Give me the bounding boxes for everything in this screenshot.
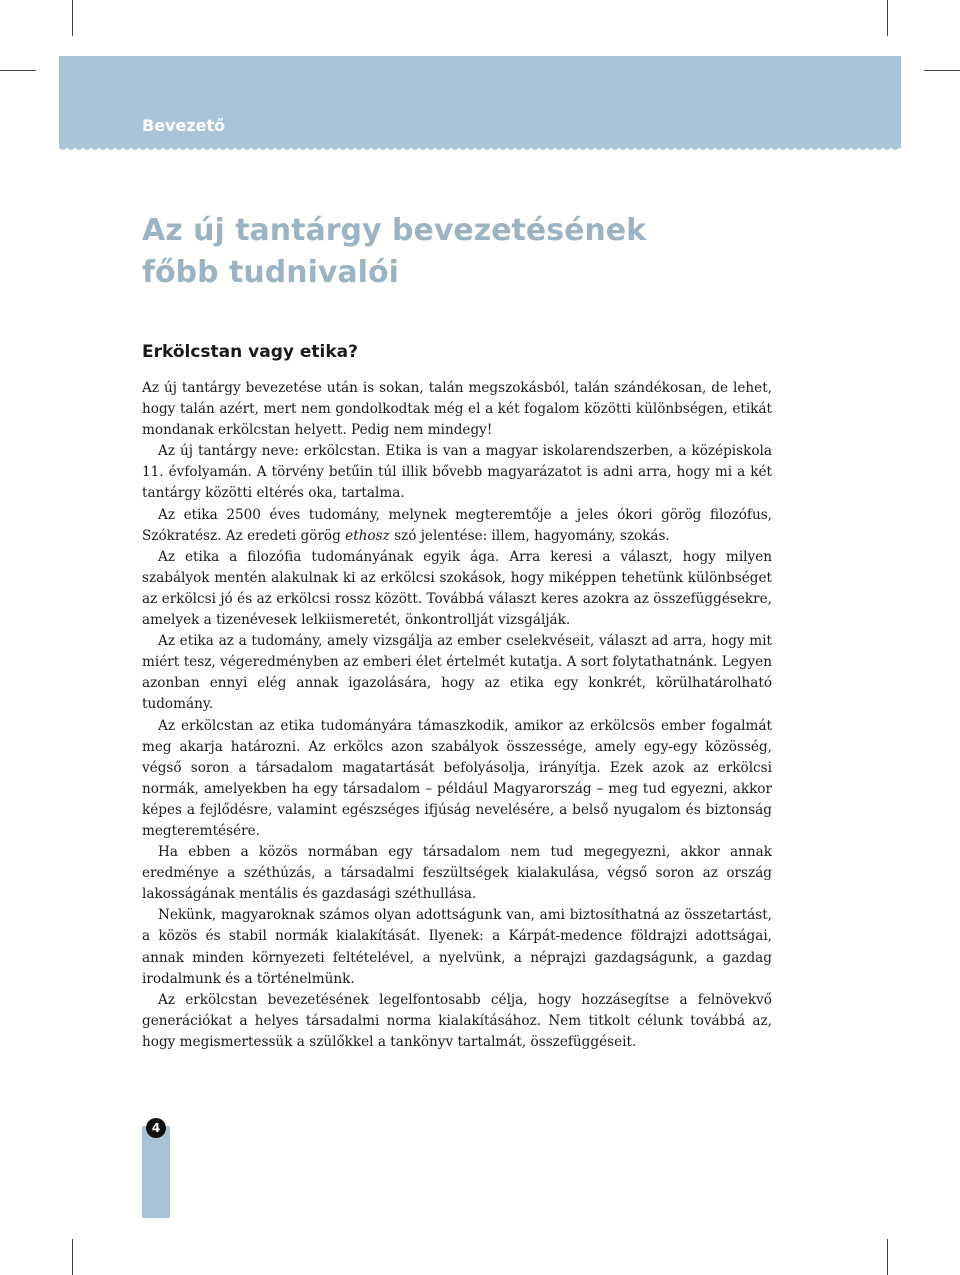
crop-mark: [72, 1239, 73, 1275]
paragraph: Az etika 2500 éves tudomány, melynek megteremtője a jeles ókori görög filozófus, Szókratész. Az eredeti görög ethosz szó jelentése: illem, hagyomány, szokás.: [142, 506, 772, 544]
page-title: [142, 210, 842, 294]
paragraph: Az erkölcstan bevezetésének legelfontosabb célja, hogy hozzásegítse a felnövekvő generációkat a helyes társadalmi norma kialakításához. Nem titkolt célunk továbbá az, hogy megismertessük a szülőkkel a tankönyv tartalmát, összefüggéseit.: [142, 991, 772, 1050]
page-number: 4: [146, 1118, 166, 1138]
header-banner-scallop: [59, 146, 901, 154]
section-label: Bevezető: [142, 116, 226, 135]
crop-mark: [887, 0, 888, 36]
crop-mark: [72, 0, 73, 36]
paragraph: Az új tantárgy bevezetése után is sokan, talán megszokásból, talán szándékosan, de lehet, hogy talán azért, mert nem gondolkodtak még el a két fogalom közötti különbségen, etikát mondanak erkölcstan helyett. Pedig nem mindegy!: [142, 380, 772, 439]
body-text: [142, 378, 772, 1053]
paragraph: Ha ebben a közös normában egy társadalom nem tud megegyezni, akkor annak eredménye a széthúzás, a társadalmi feszültségek kialakulása, végső soron az ország lakosságának mentális és gazdasági széthullása.: [142, 844, 772, 903]
paragraph: Az etika az a tudomány, amely vizsgálja az ember cselekvéseit, választ ad arra, hogy mit miért tesz, végeredményben az emberi élet értelmét kutatja. A sort folytathatnánk. Legyen azonban ennyi elég annak igazolására, hogy az etika egy konkrét, körülhatárolható tudomány.: [142, 633, 772, 713]
paragraph: Nekünk, magyaroknak számos olyan adottságunk van, ami biztosíthatná az összetartást, a közös és stabil normák kialakítását. Ilyenek: a Kárpát-medence földrajzi adottságai, annak minden környezeti feltételével, a nyelvünk, a néprajzi gazdagságunk, a gazdag irodalmunk és a történelmünk.: [142, 907, 772, 987]
crop-mark: [0, 70, 36, 71]
page-number-strip: [142, 1126, 170, 1218]
paragraph: Az etika a filozófia tudományának egyik ága. Arra keresi a választ, hogy milyen szabályok mentén alakulnak ki az erkölcsi szokások, hogy miképpen tehetünk különbséget az erkölcsi jó és az erkölcsi rossz között. Továbbá választ keres azokra az összefüggésekre, amelyek a tizenévesek lelkiismeretét, önkontrollját vizsgálják.: [142, 548, 772, 629]
crop-mark: [924, 70, 960, 71]
page-title-line-1: Az új tantárgy bevezetésének: [142, 213, 647, 248]
crop-mark: [887, 1239, 888, 1275]
paragraph: Az új tantárgy neve: erkölcstan. Etika is van a magyar iskolarendszerben, a középiskola 11. évfolyamán. A törvény betűin túl illik bővebb magyarázatot is adni arra, hogy mi a két tantárgy közötti eltérés oka, tartalma.: [142, 443, 772, 502]
section-subtitle: Erkölcstan vagy etika?: [142, 342, 359, 362]
page-title-line-2: főbb tudnivalói: [142, 255, 399, 290]
paragraph: Az erkölcstan az etika tudományára támaszkodik, amikor az erkölcsös ember fogalmát meg akarja határozni. Az erkölcs azon szabályok összessége, amely egy-egy közösség, végső soron a társadalom magatartását befolyásolja, irányítja. Ezek azok az erkölcsi normák, amelyekben ha egy társadalom – például Magyarország – meg tud egyezni, akkor képes a fejlődésre, valamint egészséges ifjúság nevelésére, a belső nyugalom és biztonság megteremtésére.: [142, 717, 772, 839]
